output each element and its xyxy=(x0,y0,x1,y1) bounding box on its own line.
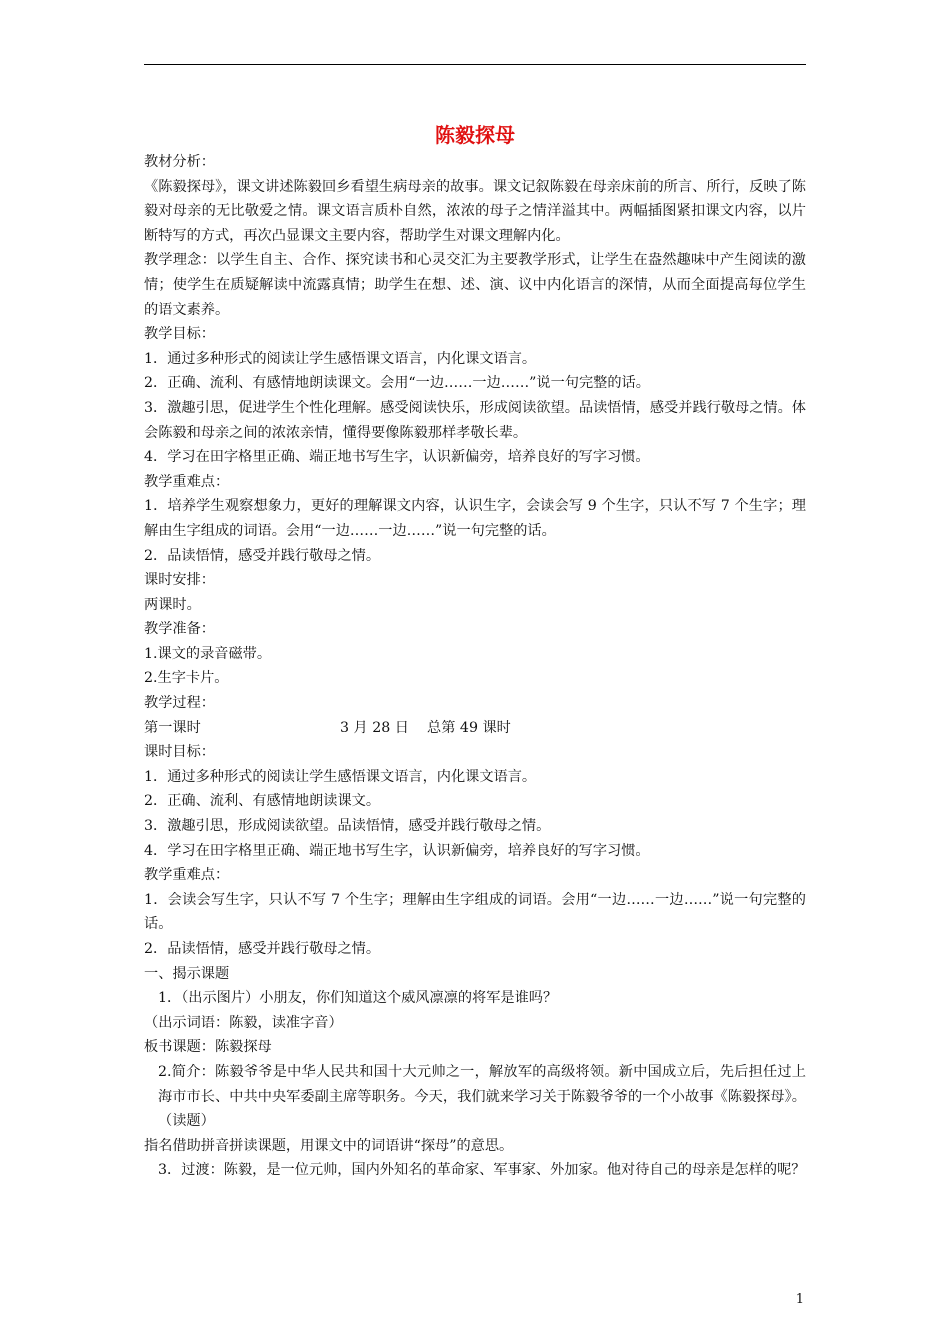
preparation-item-1: 1.课文的录音磁带。 xyxy=(144,645,272,662)
key-point-2: 2．品读悟情，感受并践行敬母之情。 xyxy=(144,547,381,564)
lesson-goal-3: 3．激趣引思，形成阅读欲望。品读悟情，感受并践行敬母之情。 xyxy=(144,818,551,835)
lesson-date: 3 月 28 日 xyxy=(340,719,409,736)
key-point-1: 1．培养学生观察想象力，更好的理解课文内容，认识生字，会读会写 9 个生字，只认不写 7 个生字；理解由生字组成的词语。会用“一边……一边……”说一句完整的话。 xyxy=(144,498,806,539)
section-reveal-topic: 一、揭示课题 xyxy=(144,965,230,982)
step-3: 3．过渡：陈毅，是一位元帅，国内外知名的革命家、军事家、外加家。他对待自己的母亲是怎样的呢？ xyxy=(158,1162,806,1179)
goal-item-1: 1．通过多种形式的阅读让学生感悟课文语言，内化课文语言。 xyxy=(144,350,537,367)
preparation-item-2: 2.生字卡片。 xyxy=(144,670,229,687)
lesson-goal-4: 4．学习在田字格里正确、端正地书写生字，认识新偏旁，培养良好的写字习惯。 xyxy=(144,842,650,859)
document-title: 陈毅探母 xyxy=(435,123,515,147)
step-1-words: （出示词语：陈毅，读准字音） xyxy=(144,1014,343,1031)
board-topic: 板书课题：陈毅探母 xyxy=(144,1039,272,1056)
heading-key-points: 教学重难点： xyxy=(144,473,230,490)
lesson-name: 第一课时 xyxy=(144,719,201,736)
page-number: 1 xyxy=(795,1292,804,1307)
paragraph-philosophy: 教学理念：以学生自主、合作、探究读书和心灵交汇为主要教学形式，让学生在盎然趣味中产生阅读的激情；使学生在质疑解读中流露真情；助学生在想、述、演、议中内化语言的深情，从而全面提高每位学生的语文素养。 xyxy=(144,252,806,318)
lesson-header xyxy=(144,716,806,741)
lesson-period: 总第 49 课时 xyxy=(427,719,511,736)
lesson-goal-1: 1．通过多种形式的阅读让学生感悟课文语言，内化课文语言。 xyxy=(144,768,537,785)
lesson-key-point-2: 2．品读悟情，感受并践行敬母之情。 xyxy=(144,941,381,957)
heading-preparation: 教学准备： xyxy=(144,621,215,638)
heading-goals: 教学目标： xyxy=(144,326,215,343)
lesson-goal-2: 2．正确、流利、有感情地朗读课文。 xyxy=(144,793,381,810)
header-rule xyxy=(144,64,806,65)
document-body xyxy=(144,150,806,1183)
step-2-followup: 指名借助拼音拼读课题，用课文中的词语讲“探母”的意思。 xyxy=(144,1137,514,1154)
goal-item-4: 4．学习在田字格里正确、端正地书写生字，认识新偏旁，培养良好的写字习惯。 xyxy=(144,449,650,466)
heading-process: 教学过程： xyxy=(144,695,215,712)
goal-item-3: 3．激趣引思，促进学生个性化理解。感受阅读快乐，形成阅读欲望。品读悟情，感受并践行敬母之情。体会陈毅和母亲之间的浓浓亲情，懂得要像陈毅那样孝敬长辈。 xyxy=(144,399,806,441)
heading-schedule: 课时安排： xyxy=(144,572,215,589)
schedule-text: 两课时。 xyxy=(144,596,201,613)
step-1: 1．（出示图片）小朋友，你们知道这个威风凛凛的将军是谁吗？ xyxy=(158,990,558,1007)
heading-lesson-key-points: 教学重难点： xyxy=(144,867,230,884)
paragraph-analysis: 《陈毅探母》，课文讲述陈毅回乡看望生病母亲的故事。课文记叙陈毅在母亲床前的所言、所行，反映了陈毅对母亲的无比敬爱之情。课文语言质朴自然，浓浓的母子之情洋溢其中。两幅插图紧扣课文内容，以片断特写的方式，再次凸显课文主要内容，帮助学生对课文理解内化。 xyxy=(144,178,806,244)
step-2: 2.简介：陈毅爷爷是中华人民共和国十大元帅之一，解放军的高级将领。新中国成立后，先后担任过上海市市长、中共中央军委副主席等职务。今天，我们就来学习关于陈毅爷爷的一个小故事《陈毅探母》。（读题） xyxy=(158,1063,806,1130)
heading-lesson-goals: 课时目标： xyxy=(144,744,215,761)
heading-analysis: 教材分析： xyxy=(144,154,215,170)
goal-item-2: 2．正确、流利、有感情地朗读课文。会用“一边……一边……”说一句完整的话。 xyxy=(144,375,650,392)
lesson-key-point-1: 1．会读会写生字，只认不写 7 个生字；理解由生字组成的词语。会用“一边……一边……”说一句完整的话。 xyxy=(144,891,806,933)
